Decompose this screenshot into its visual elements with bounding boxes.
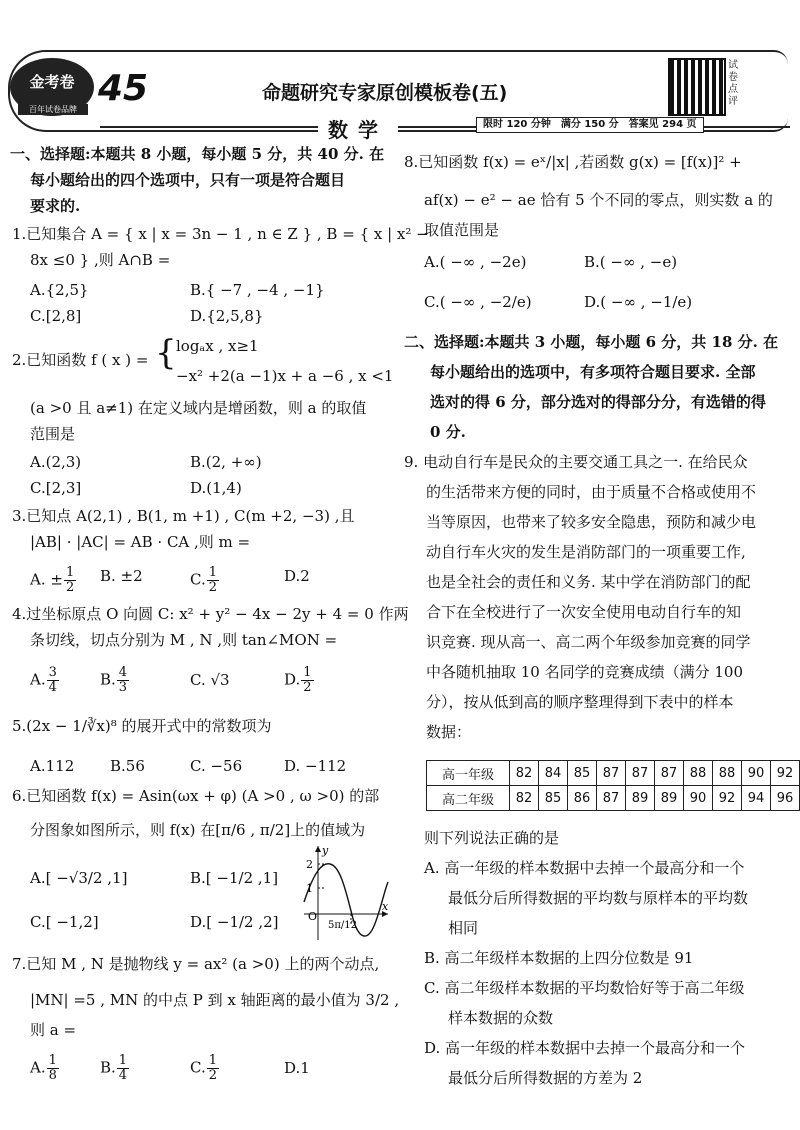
q2-case: logₐx , x≥1 — [176, 337, 259, 355]
q4-option: D. $\frac{1}{2}$ — [284, 665, 312, 695]
table-cell: 89 — [626, 786, 655, 811]
q9-text: 的生活带来方便的同时，由于质量不合格或使用不 — [426, 483, 757, 501]
q9-text: 识竞赛. 现从高一、高二两个年级参加竞赛的同学 — [426, 633, 751, 651]
q7-option: C. $\frac{1}{2}$ — [190, 1053, 217, 1083]
q4-text: 条切线，切点分别为 M , N ,则 tan∠MON = — [30, 631, 338, 649]
table-cell: 高一年级 — [427, 761, 510, 786]
subject-title: 数学 — [318, 114, 398, 143]
table-cell: 87 — [626, 761, 655, 786]
q9-text: 合下在全校进行了一次安全使用电动自行车的知 — [426, 603, 742, 621]
table-cell: 84 — [539, 761, 568, 786]
table-cell: 87 — [597, 786, 626, 811]
q4-option: B. $\frac{4}{3}$ — [100, 665, 128, 695]
paper-number: 45 — [98, 68, 149, 109]
section-2-line: 每小题给出的选项中，有多项符合题目要求. 全部 — [430, 363, 756, 381]
q6-axis-x: x — [382, 900, 389, 913]
q9-option: C. 高二年级样本数据的平均数恰好等于高二年级 — [424, 979, 745, 997]
q9-option: 相同 — [448, 919, 479, 937]
exam-info: 限时 120 分钟 满分 150 分 答案见 294 页 — [476, 117, 704, 133]
q3-text: 3.已知点 A(2,1) , B(1, m +1) , C(m +2, −3) ,且 — [12, 507, 355, 525]
q5-option: A.112 — [30, 757, 75, 775]
table-cell: 87 — [655, 761, 684, 786]
q9-option: A. 高一年级的样本数据中去掉一个最高分和一个 — [424, 859, 745, 877]
q7-text: 则 a = — [30, 1021, 77, 1039]
q6-option: A.[ −√3/2 ,1] — [30, 869, 128, 887]
q8-text: 取值范围是 — [424, 221, 500, 239]
section-1-line: 要求的. — [30, 197, 81, 215]
table-cell: 90 — [684, 786, 713, 811]
q8-option: A.( −∞ , −2e) — [424, 253, 527, 271]
q1-text: 1.已知集合 A = { x | x = 3n − 1 , n ∈ Z } , B = { x | x² − — [12, 225, 429, 243]
q8-option: B.( −∞ , −e) — [584, 253, 678, 271]
q9-option: B. 高二年级样本数据的上四分位数是 91 — [424, 949, 694, 967]
q9-text: 中各随机抽取 10 名同学的竞赛成绩（满分 100 — [426, 663, 744, 681]
q2-case: −x² +2(a −1)x + a −6 , x <1 — [176, 367, 394, 385]
q6-origin: O — [308, 910, 318, 923]
table-cell: 92 — [771, 761, 800, 786]
q5-option: C. −56 — [190, 757, 243, 775]
q6-y-tick: 1 — [306, 882, 313, 895]
q9-option: 样本数据的众数 — [448, 1009, 554, 1027]
section-1-line: 每小题给出的四个选项中，只有一项是符合题目 — [30, 171, 346, 189]
q2-option: A.(2,3) — [30, 453, 82, 471]
q2-text: 范围是 — [30, 425, 76, 443]
table-cell: 88 — [684, 761, 713, 786]
section-2-line: 二、选择题:本题共 3 小题，每小题 6 分，共 18 分. 在 — [404, 333, 779, 351]
q4-option: C. √3 — [190, 671, 230, 689]
table-cell: 85 — [539, 786, 568, 811]
q3-text: |AB| · |AC| = AB · CA ,则 m = — [30, 533, 251, 551]
q6-text: 6.已知函数 f(x) = Asin(ωx + φ) (A >0 , ω >0) 的部 — [12, 787, 380, 805]
q7-option: B. $\frac{1}{4}$ — [100, 1053, 128, 1083]
q6-sine-graph — [296, 842, 392, 942]
table-cell: 96 — [771, 786, 800, 811]
q6-option: D.[ −1/2 ,2] — [190, 913, 279, 931]
q6-axis-y: y — [322, 844, 329, 857]
q3-option: C. $\frac{1}{2}$ — [190, 565, 217, 595]
q4-option: A. $\frac{3}{4}$ — [30, 665, 57, 695]
table-cell: 89 — [655, 786, 684, 811]
q4-text: 4.过坐标原点 O 向圆 C: x² + y² − 4x − 2y + 4 = 0 作两 — [12, 605, 409, 623]
q3-option: A. ± $\frac{1}{2}$ — [30, 565, 75, 595]
q6-option: B.[ −1/2 ,1] — [190, 869, 279, 887]
q7-text: 7.已知 M , N 是抛物线 y = ax² (a >0) 上的两个动点, — [12, 955, 380, 973]
table-cell: 高二年级 — [427, 786, 510, 811]
q8-text: 8.已知函数 f(x) = eˣ/|x| ,若函数 g(x) = [f(x)]² + — [404, 153, 742, 171]
q7-text: |MN| =5 , MN 的中点 P 到 x 轴距离的最小值为 3/2 , — [30, 991, 400, 1009]
q2-option: B.(2, +∞) — [190, 453, 262, 471]
score-table — [426, 760, 800, 811]
q6-x-tick: 5π/12 — [328, 920, 358, 931]
qr-code-icon[interactable] — [668, 58, 726, 116]
section-1-line: 一、选择题:本题共 8 小题，每小题 5 分，共 40 分. 在 — [10, 145, 385, 163]
q5-option: B.56 — [110, 757, 145, 775]
table-cell: 82 — [510, 786, 539, 811]
q5-text: 5.(2x − 1/∛x)⁸ 的展开式中的常数项为 — [12, 717, 272, 735]
table-cell: 87 — [597, 761, 626, 786]
q6-y-tick: 2 — [306, 858, 313, 871]
q2-text: (a >0 且 a≠1) 在定义域内是增函数，则 a 的取值 — [30, 399, 367, 417]
q9-text: 分），按从低到高的顺序整理得到下表中的样本 — [426, 693, 734, 711]
table-cell: 88 — [713, 761, 742, 786]
q1-option: B.{ −7 , −4 , −1} — [190, 281, 325, 299]
q9-option: D. 高一年级的样本数据中去掉一个最高分和一个 — [424, 1039, 746, 1057]
brand-logo-subtitle: 百年试卷品牌 — [18, 104, 88, 115]
q9-text: 9. 电动自行车是民众的主要交通工具之一. 在给民众 — [404, 453, 748, 471]
brace-icon: { — [155, 333, 177, 373]
qr-label: 试卷点评 — [728, 60, 738, 107]
q2-option: C.[2,3] — [30, 479, 82, 497]
brand-logo: 金考卷 — [10, 58, 94, 116]
q3-option: B. ±2 — [100, 567, 143, 585]
q2-option: D.(1,4) — [190, 479, 242, 497]
q9-text: 动自行车火灾的发生是消防部门的一项重要工作, — [426, 543, 746, 561]
q1-option: D.{2,5,8} — [190, 307, 264, 325]
table-cell: 86 — [568, 786, 597, 811]
table-cell: 82 — [510, 761, 539, 786]
q9-text: 数据： — [426, 723, 472, 741]
q9-option: 最低分后所得数据的方差为 2 — [448, 1069, 643, 1087]
section-2-line: 选对的得 6 分，部分选对的得部分分，有选错的得 — [430, 393, 766, 411]
q8-text: af(x) − e² − ae 恰有 5 个不同的零点，则实数 a 的 — [424, 191, 773, 209]
page-title: 命题研究专家原创模板卷(五) — [262, 82, 508, 104]
q8-option: D.( −∞ , −1/e) — [584, 293, 693, 311]
q9-tail: 则下列说法正确的是 — [424, 829, 560, 847]
q7-option: D.1 — [284, 1059, 310, 1077]
table-row — [427, 761, 800, 786]
q7-option: A. $\frac{1}{8}$ — [30, 1053, 57, 1083]
table-cell: 90 — [742, 761, 771, 786]
q1-option: C.[2,8] — [30, 307, 82, 325]
q1-text: 8x ≤0 } ,则 A∩B = — [30, 251, 171, 269]
q3-option: D.2 — [284, 567, 310, 585]
q9-text: 也是全社会的责任和义务. 某中学在消防部门的配 — [426, 573, 751, 591]
q9-option: 最低分后所得数据的平均数与原样本的平均数 — [448, 889, 749, 907]
q5-option: D. −112 — [284, 757, 347, 775]
section-2-line: 0 分. — [430, 423, 466, 441]
table-row — [427, 786, 800, 811]
table-cell: 85 — [568, 761, 597, 786]
q2-lead: 2.已知函数 f ( x ) = — [12, 351, 149, 369]
q1-option: A.{2,5} — [30, 281, 89, 299]
table-cell: 94 — [742, 786, 771, 811]
q9-text: 当等原因，也带来了较多安全隐患，预防和减少电 — [426, 513, 757, 531]
q6-text: 分图象如图所示，则 f(x) 在[π/6 , π/2]上的值域为 — [30, 821, 366, 839]
q8-option: C.( −∞ , −2/e) — [424, 293, 532, 311]
table-cell: 92 — [713, 786, 742, 811]
q6-option: C.[ −1,2] — [30, 913, 99, 931]
